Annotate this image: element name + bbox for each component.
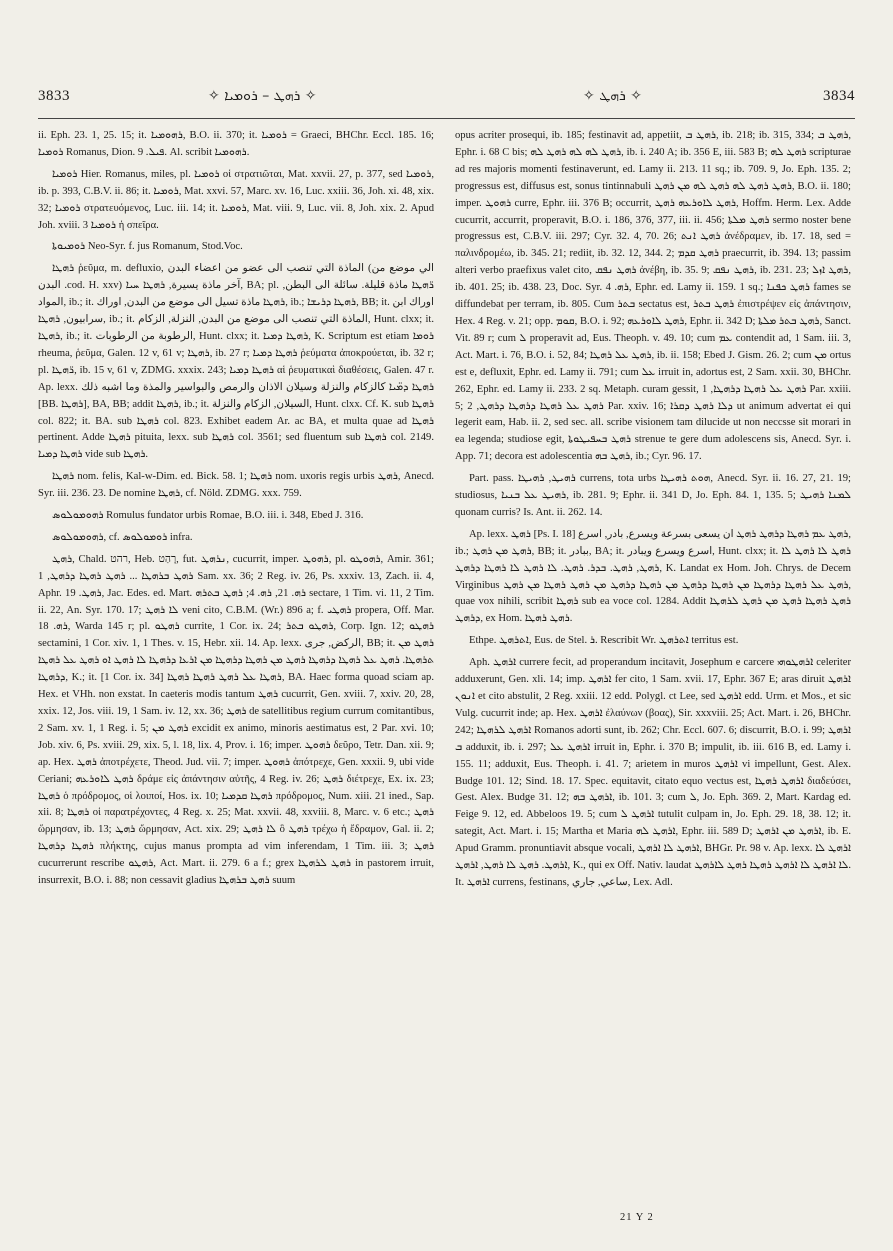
entry-paragraph: ܪܗܘܡܘܠܘܣ Romulus fundator urbis Romae, B.O. iii. i. 348, Ebed J. 316. [52, 510, 364, 522]
entry-paragraph: ܪܗܛܐ ῥεῦμα, m. defluxio, الماذة التي تنصب الى عضو من اعضاء البدن (الي موضع من البدن .cod. H. xxv) آخر ماذة يسيرة, ܪܗܛܐ ܚܝܐ, BA; pl. ܪ̈ܗܛܐ ماذة قليلة. سائلة الى البطن, المواد, ib.; it. ܪܗܛܐ ماذة تسيل الى موضع من البدن, اوراك, ib.; ܪܗܛܐ ܕܪܝܫܐ, BB; it. اوراك ابن سرابيون, ܪܗܛܐ, ib.; it. الماذة التي تنصب الى موضع من البدن, النزلة, الزكام, Hunt. clxx; it. ܪܗܛܐ, ib.; it. الرطوبة من الرطوبات, Hunt. clxx; it. ܪܗܛܐ ܕܡܝܐ, K. Scriptum est etiam ܪܘܡܐ rheuma, ῥεῦμα, Galen. 12 v, 61 v; ܪܗܛܐ, ib. 27 r; ܪܗܛܐ ܕܡܝܐ ῥεύματα ἀποκρούεται, ib. 32 r; pl. ܪ̈ܗܛܐ, ib. 15 v, 61 v, ZDMG. xxxix. 243; ܪܗܛܐ ܕܡܝܐ αἱ ῥευματικαὶ διαθέσεις, Galen. 47 r. Ap. lexx. ܪܗܛܐ ܕܡ̈ܝܐ كالزكام والنزلة وسيلان الاذان والرمص والبواسير والمذة وما اشبه ذلك [BB. ܪܗܛܐ], BA, BB; addit ܪܗܛܐ, ib.; it. السيلان, الزكام والنزلة, Hunt. clxx. Cf. K. sub ܪܗܛܐ col. 822; it. BA. sub ܪܗܛܐ col. 823. Exhibet eadem Ar. ac BA, et multa quae ad ܪܗܛܐ pertinent. Adde ܪܗܛܐ pituita, lexx. sub ܪܗܛܐ col. 3561; sed fluentum sub ܪܗܛܐ col. 2149. ܪܗܛܐ ܕܡܝܐ vide sub ܪܗܛܐ. [38, 263, 434, 461]
entry-paragraph: Ethpe. ܐܬܪܗܛ, Eus. de Stel. ܪ. Rescribit Wr. ܐܬܪܗܛ territus est. [469, 635, 739, 647]
entry-paragraph: ܪܗܛ, Chald. רהט, Heb. רָהַט, fut. ܢܪܗܛ, cucurrit, imper. ܪܗܘܛ, pl. ܪܗܘܛܘ, Amir. 361; ܪܗܛ ܒܪܗܛܐ ... ܪܗܛ ܪܗܛܐ ܕܪܗܛ, 1 Sam. xx. 36; 2 Reg. iv. 26, Ps. xxxiv. 13, Zach. ii. 4, Aphr. ܪܗܛ. 19, Jac. Edes. ed. Mart. ܪܗ. 21, ܪܗ. 4; ܪܗܛ ܒܬܪܗ sectare, 1 Tim. vi. 11, 2 Tim. ii. 22, An. Syr. 170. 17; ܠܐ ܪܗܛ veni cito, C.B.M. (Wr.) 896 a; f. ܪܗܛܝ propera, Off. Mar. ܪܗ. 18, Warda 145 r; pl. ܪܗܛܘ currite, 1 Cor. ix. 24; ܪܗܛܘ ܒܬܪ, Corp. Ign. 12; ܪܗܛܘ sectamini, 1 Cor. xiv. 1, 1 Thes. v. 15, Hebr. xii. 14. Ap. lexx. الركض, جرى, BB; it. ܪܗܛ ܡܢ ܬܪܗܛܐ. ܪܗܛ ܥܠ ܪܗܛܐ ܕܪܗܛܐ ܪܗܛ ܡܢ ܪܗܛܐ ܕܪܗܛܐ ܡܢ ܐܪܥܐ ܕܪܗܛܐ ܠܐ ܪܗܛ ܐܘ ܪܗܛ ܥܠ ܪܗܛܐ ܕܪܗܛܐ, K.; it. [1 Cor. ix. 34] ܪܗܛܐ ܥܠ ܪܗܛ ܪܗܛܐ ܪܗܛܐ, BA. Haec forma quoad sciam ap. Hex. et VHh. non exstat. In caeteris modis tantum ܪܗܛ cucurrit, Gen. xviii. 7, xxiv. 20, 28, xxix. 12, Jos. viii. 19, 1 Sam. iv. 12, xx. 36; ܪܗܛ de satellitibus regium currum comitantibus, 2 Sam. xv. 1, 1 Reg. i. 5; ܪܗܛ ܡܢ excidit ex animo, minoris aestimatus est, 2 Par. xvi. 10; Job. xiv. 6, Ps. xviii. 29, xix. 5, l. 18, lix. 4, Prov. i. 16; imper. ܪܗܘܛ δεῦρο, Tetr. Dan. xii. 9; ap. Hex. ܪܗܛ ἀποτρέχετε, Theod. Jud. vii. 7; imper. ܪܗܘܛ ἀπότρεχε, Gen. xxxii. 9, ubi vide Ceriani; ܪܗܛ ܠܐܘܪܥܗ δράμε εἰς ἀπάντησιν αὐτῆς, 4 Reg. iv. 26; ܪܗܛ διέτρεχε, Ex. ix. 23; ܪܗܛܐ ὁ πρόδρομος, οἱ λοιποί, Hos. ix. 10; ܪܗܛܐ ܩܕܡܝܐ πρόδρομος, Num. xiii. 21 ined., Sap. xii. 8; ܪܗܛܐ οἱ παρατρέχοντες, 4 Reg. x. 25; Mat. xxvii. 48, xxviii. 8, Marc. v. 6 etc.; ܪܗܛ ὥρμησαν, ib. 13; ܪܗܛ ὥρμησαν, Act. xix. 29; ܠܐ ܪܗܛ ὃ ܪܗܛ τρέχω ἡ ἔδραμον, Gal. ii. 2; ܪܗܛܐ ܕܪܗܛܐ πλήκτης, cujus manus prompta ad vim inferendam, 1 Tim. iii. 3; ܪܗܛ cucurrerunt rescribe ܪܗܛܘ, Act. Mart. ii. 279. 6 a f.; grex ܪܗܛ ܠܪܗܛܐ in pastorem irruit, insurrexit, B.O. i. 88; non cessavit gladius ܪܗܛ ܒܪܗܛܐ suum [38, 553, 434, 887]
entry-paragraph: Part. pass. ܪܗܝܛ, ܪܗܝܛܐ currens, tota urbs ܗܘܬ ܪܗܝܛܐ, Anecd. Syr. ii. 16. 27, 21. 19; studiosus, ܪܗܝܛ ܥܠ ܒܢܝܐ, ib. 281. 9; Ephr. ii. 341 D, Jo. Eph. 84. 1, 135. 5; ܠܡܢܐ ܪܗܝܛ quonam curris? Is. Ant. ii. 262. 14. [455, 473, 851, 518]
right-column [455, 128, 851, 1208]
running-head-right: ✧ ܪܗܛ ✧ [583, 88, 642, 104]
page-number-right: 3834 [823, 88, 855, 104]
page-number-left: 3833 [38, 88, 70, 104]
entry-paragraph: ܪܗܛܐ nom. felis, Kal-w-Dim. ed. Bick. 58. 1; ܪܗܛܐ nom. uxoris regis urbis ܪܗܛ, Anecd. Syr. iii. 236. 23. De nomine ܪܗܛܐ, cf. Nöld. ZDMG. xxx. 759. [38, 471, 434, 500]
entry-paragraph: Ap. lexx. ܪܗܛ [Ps. I. 18] ܪܗܛ ܥܡ ܪܗܛܐ ܕܪܗܛ ܪܗܛ ان يسعى بسرعة ويسرع, بادر, اسرع, ib.; ܪܗܛ ܡܢ ܪܗܛ, BB; it. ببادر, BA; it. اسرع ويسرع ويبادر, Hunt. clxx; it. ܪܗܛ ܠܐ ܪܗܛ ܠܐ ܪܗܛ, ܪܗܛ. ܒܕܪ. ܪܗܛ. ܠܐ ܪܗܛ ܠܐ ܪܗܛܐ ܕܪܗܛ, K. Landat ex Hom. Joh. Chrys. de Decem Virginibus ܪܗܛ ܥܠ ܪܗܛܐ ܕܪܗܛܐ ܡܢ ܪܗܛܐ ܕܪܗܛ ܡܢ ܪܗܛܐ ܕܪܗܛ ܡܢ ܪܗܛ ܪܗܛܐ ܡܢ ܪܗܛ, quae vox nihili, scribit ܪܗܛܐ sub ea voce col. 1284. Addit ܪܗܛ ܪܗܛܐ ܪܗܛ ܡܢ ܪܗܛ ܠܪܗܛܐ ܕܪܗܛ, ex Hom. ܪܗܛ ܪܗܛܐ. [455, 528, 851, 625]
entry-paragraph: opus acriter prosequi, ib. 185; festinavit ad, appetiit, ܪܗܛ ܒ, ib. 218; ib. 315, 334; ܪܗܛ ܒ, Ephr. i. 68 C bis; ܪܗܛ ܠܗ ܠܗ ܪܗܛ ܠܗ, ib. i. 240 A; ib. 356 E, iii. 583 B; ܪܗܛ ܠܗ scripturae ad res majoris momenti festinaverunt, ed. Lamy ii. 213. 11 sq.; ib. 709. 9, Jo. Eph. 135. 2; progressus est, diffusus est, sonus tintinnabuli ܪܗܛ ܪܗܛ ܠܗ ܪܗܛ ܠܗ ܡܢ ܪܗܛ, B.O. ii. 180; imper. ܪܗܘܛ curre, Ephr. iii. 376 B; occurrit, ܪܗܛ ܠܐܘܪܥܗ ܪܗܛ, Hoffm. Herm. Lex. Adde cucurrit, accurrit, properavit, B.O. i. 186, 376, 377, iii. ii. 456; ܪܗܛ ܡܠܬܐ sermo noster bene progressus est, C.B.V. iii. 297; Cyr. 32. 4, 70. 26; ܪܗܛ ܐܢܬ ἀνέδραμεν, ib. 17. 18, sed = παλινδρομέω, ib. 345. 21; rediit, ib. 32. 12, 344. 2; ܪܗܛ ܩܕܡ praecurrit, ib. 394. 13; passim alteri verbo praefixus valet cito, ܪܗܛ ܢܦܩ ἀνέβη, ib. 35. 9; ܪܗܛ ܢܦܩ, ib. 231. 23; ܪܗܛ ܐܙܠ, ib. 401. 25; ib. 438. 23, Doc. Syr. ܪܗ. 4, Ephr. ed. Lamy ii. 159. 1 sq.; ܪܗܛ ܟܦܢܐ fames se diffundebat per terram, ib. 805. Cum ܒܬܪ sectatus est, ܪܗܛ ܒܬܪ ἐπιστρέψεν εἰς ἀπάντησιν, Hex. 4 Reg. v. 21; opp. ܩܘܡ, B.O. i. 92; ܪܗܛ ܠܐܘܪܥܗ, Ephr. ii. 342 D; ܪܗܛ ܒܬܪ ܡܠܬܐ, Sanct. Vit. 89 r; cum ܠ properavit ad, Eus. Theoph. v. 49. 10; cum ܥܡ contendit ad, 1 Sam. iii. 3, Act. Mart. i. 76, B.O. i. 52, 84; ܪܗܛ ܥܠ ܪܗܛܐ, ib. ii. 158; Ebed J. Gism. 26. 2; cum ܡܢ ortus est e, defluxit, Ephr. ed. Lamy ii. 791; cum ܥܠ irruit in, adortus est, 2 Sam. xxii. 30, BHChr. 262, Ephr. ed. Lamy ii. 233. 2 sq. Metaph. curam gessit, ܪܗܛ ܥܠ ܪܗܛܐ ܕܪܗܛܐ, 1 Par. xxiii. 5; ܪܗܛ ܥܠ ܪܗܛܐ ܕܪܗܛܐ ܕܪܗܛ, 2 Par. xxiv. 16; ܕܠܐ ܪܗܛ ܕܩܪܐ ut animum advertat ei qui legerit eam, Hab. ii. 2, sed sec. all. scribe visionem tam dilucide ut non neccsse sit morari in ea legenda; studiose egit, ܪܗܛ ܒܚܦܝܛܘܬܐ strenue te gere dum adolescens sis, Anecd. Syr. i. App. 71; decora est adolescentia ܪܗܛ ܒܗ, ib.; Cyr. 96. 17. [455, 130, 851, 463]
entry-paragraph: ii. Eph. 23. 1, 25. 15; it. ܪܗܘܡܝܐ, B.O. ii. 370; it. ܪܘܡܝܐ = Graeci, BHChr. Eccl. 185. 16; ܪܘܡܝܐ Romanus, Dion. ܦܝܠ. 9. Al. scribit ܪܗܘܡܝܐ. [38, 130, 434, 158]
entry-paragraph: Aph. ܐܪܗܛ currere fecit, ad properandum incitavit, Josephum e carcere ܐܪܗܛܘܗܝ celeriter adduxerunt, Gen. xli. 14; imp. ܐܪܗܛ fer cito, 1 Sam. xvii. 17, Ephr. 367 E; aras diruit ܐܪܗܛ ܐܢܘܢ et cito abstulit, 2 Reg. xxiii. 12 edd. Polygl. ct Lee, sed ܐܪܗܛ edd. Urm. et Mos., et sic Vulg. cucurrit inde; ap. Hex. ܐܪܗܛ ἐλαύνων (βοας), Sir. xxxviii. 25; Act. Mart. i. 26, BHChr. 242; ܐܪܗܛ ܠܪܗܛܐ Romanos adorti sunt, ib. 262; Chr. Eccl. 607. 6; discurrit, B.O. i. 99; ܐܪܗܛ ܒ adduxit, ib. i. 297; ܐܪܗܛ ܥܠ irruit in, Ephr. i. 370 B; impulit, ib. iii. 616 B, ed. Lamy i. 155. 11; adduxit, Eus. Theoph. i. 41. 7; arietem in muros ܐܪܗܛ vi impellunt, Gest. Alex. Budge 101. 12; Sind. 18. 17. Spec. equitavit, citato equo vectus est, ܐܪܗܛ ܪܗܛܐ διαδεύσει, Gest. Alex. Budge 31. 12; ܐܪܗܛ ܒܗ, ib. 101. 3; cum ܠ, Jo. Eph. 369. 2, Mart. Kardag ed. Feige 9. 12, ed. Abbeloos 19. 5; cum ܐܪܗܛ ܠ tutulit culpam in, Jo. Eph. 29. 18, 38. 12; it. sategit, Act. Mart. i. 15; Martha et Maria ܐܪܗܛ ܠܗ, Ephr. iii. 589 D; ܐܪܗܛ ܡܢ ܐܪܗܛ, ib. E. Apud Gramm. pronuntiavit absque vocali, ܐܪܗܛ ܠܐ ܐܪܗܛ, BHGr. Pr. 98 v. Ap. lexx. ܐܪܗܛ ܠܐ ܐܪܗܛ. ܪܗܛ ܠܐ ܪܗܛ, ܐܪܗܛ, K., qui ex Off. Nativ. laudat ܠܐ ܐܪܗܛ ܠܐ ܐܪܗܛ ܪܗܛܐ ܪܗܛ ܠܐܪܗܛ. It. ܐܪܗܛ currens, festinans, ساعي, جاري, Lex. Adl. [455, 657, 851, 888]
left-column [38, 128, 434, 1208]
page-header [38, 88, 855, 112]
entry-paragraph: ܪܘܡܝܘܬܐ Neo-Syr. f. jus Romanum, Stod.Voc. [52, 241, 243, 253]
signature-mark: 21 Y 2 [620, 1212, 654, 1223]
running-head-left: ✧ ܪܗܛ – ܪܘܡܝܐ ✧ [208, 88, 317, 104]
header-rule [38, 118, 855, 119]
entry-paragraph: ܪܘܡܝܐ Hier. Romanus, miles, pl. ܪܘܡܝܐ οἱ στρατιῶται, Mat. xxvii. 27, p. 377, sed ܪܘܡܝܐ, ib. p. 393, C.B.V. ii. 86; it. ܪܘܡܝܐ, Mat. xxvi. 57, Marc. xv. 16, Luc. xxiii. 36, Joh. xi. 48, xix. 32; ܪܘܡܝܐ στρατευόμενος, Luc. iii. 14; it. ܪܘܡܝܐ, Mat. viii. 9, Luc. vii. 8, Joh. xix. 2. Apud Joh. xviii. 3 ܪܘܡܝܐ ἡ σπεῖρα. [38, 168, 434, 231]
entry-paragraph: ܪܗܘܡܘܠܘܣ, cf. ܪܘܡܘܠܘܣ infra. [52, 531, 193, 543]
